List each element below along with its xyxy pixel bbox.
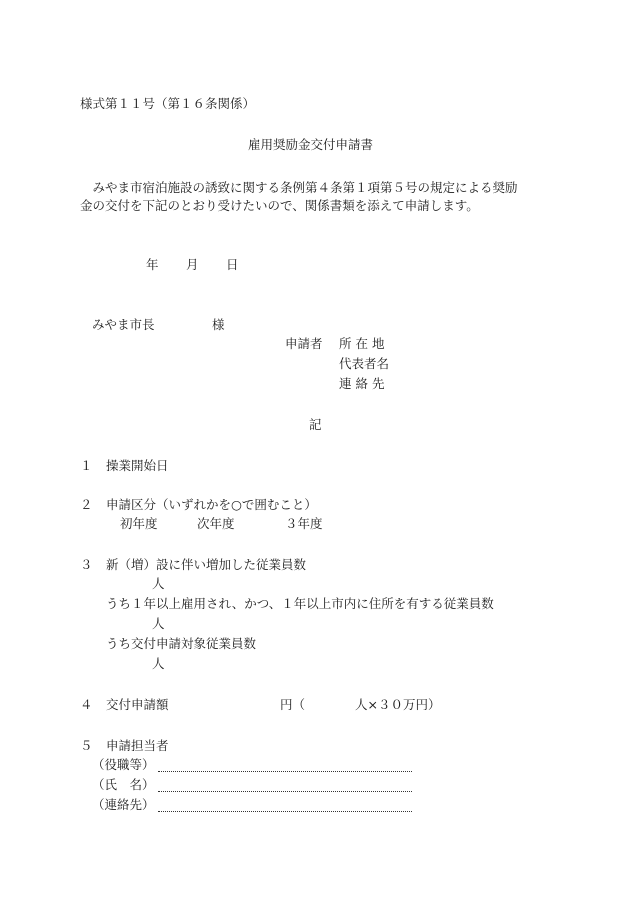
applicant-address: 所 在 地 — [339, 336, 385, 351]
item2-option-first-year: 初年度 — [120, 516, 158, 531]
item3-label: 新（増）設に伴い増加した従業員数 — [106, 557, 307, 572]
item5-name-label: （氏 名） — [92, 777, 155, 792]
item5-contact-line[interactable] — [158, 811, 412, 812]
item3-sub-2: うち交付申請対象従業員数 — [106, 636, 257, 651]
form-number: 様式第１１号（第１６条関係） — [80, 96, 256, 111]
date-month: 月 — [186, 257, 199, 272]
item4-yen: 円（ — [280, 697, 306, 712]
applicant-label: 申請者 — [285, 336, 323, 351]
item3-unit-2: 人 — [152, 616, 165, 631]
item3-number: ３ — [80, 557, 93, 572]
item5-position-line[interactable] — [158, 771, 412, 772]
item5-name-line[interactable] — [158, 791, 412, 792]
item5-contact-label: （連絡先） — [92, 797, 155, 812]
item2-option-second-year: 次年度 — [197, 516, 235, 531]
date-year: 年 — [146, 257, 159, 272]
item4-label: 交付申請額 — [106, 697, 169, 712]
item2-label: 申請区分（いずれかを○で囲むこと） — [106, 497, 317, 512]
ki-heading: 記 — [309, 417, 322, 432]
item4-number: ４ — [80, 697, 93, 712]
item5-label: 申請担当者 — [106, 738, 169, 753]
item3-unit-1: 人 — [152, 576, 165, 591]
intro-line-2: 金の交付を下記のとおり受けたいので、関係書類を添えて申請します。 — [80, 198, 479, 213]
item5-number: ５ — [80, 738, 93, 753]
item3-unit-3: 人 — [152, 656, 165, 671]
item1-label: 操業開始日 — [106, 458, 169, 473]
item2-option-third-year: ３年度 — [285, 516, 323, 531]
addressee-suffix: 様 — [212, 317, 225, 332]
applicant-contact: 連 絡 先 — [339, 376, 385, 391]
document-title: 雇用奨励金交付申請書 — [248, 137, 374, 152]
item1-number: １ — [80, 458, 93, 473]
item5-position-label: （役職等） — [92, 757, 155, 772]
item3-sub-1: うち１年以上雇用され、かつ、１年以上市内に住所を有する従業員数 — [106, 596, 494, 611]
applicant-representative: 代表者名 — [339, 356, 390, 371]
item2-number: ２ — [80, 497, 93, 512]
date-day: 日 — [226, 257, 239, 272]
item4-calc: 人×３０万円） — [355, 697, 441, 712]
addressee-name: みやま市長 — [92, 317, 155, 332]
intro-line-1: みやま市宿泊施設の誘致に関する条例第４条第１項第５号の規定による奨励 — [80, 180, 518, 195]
